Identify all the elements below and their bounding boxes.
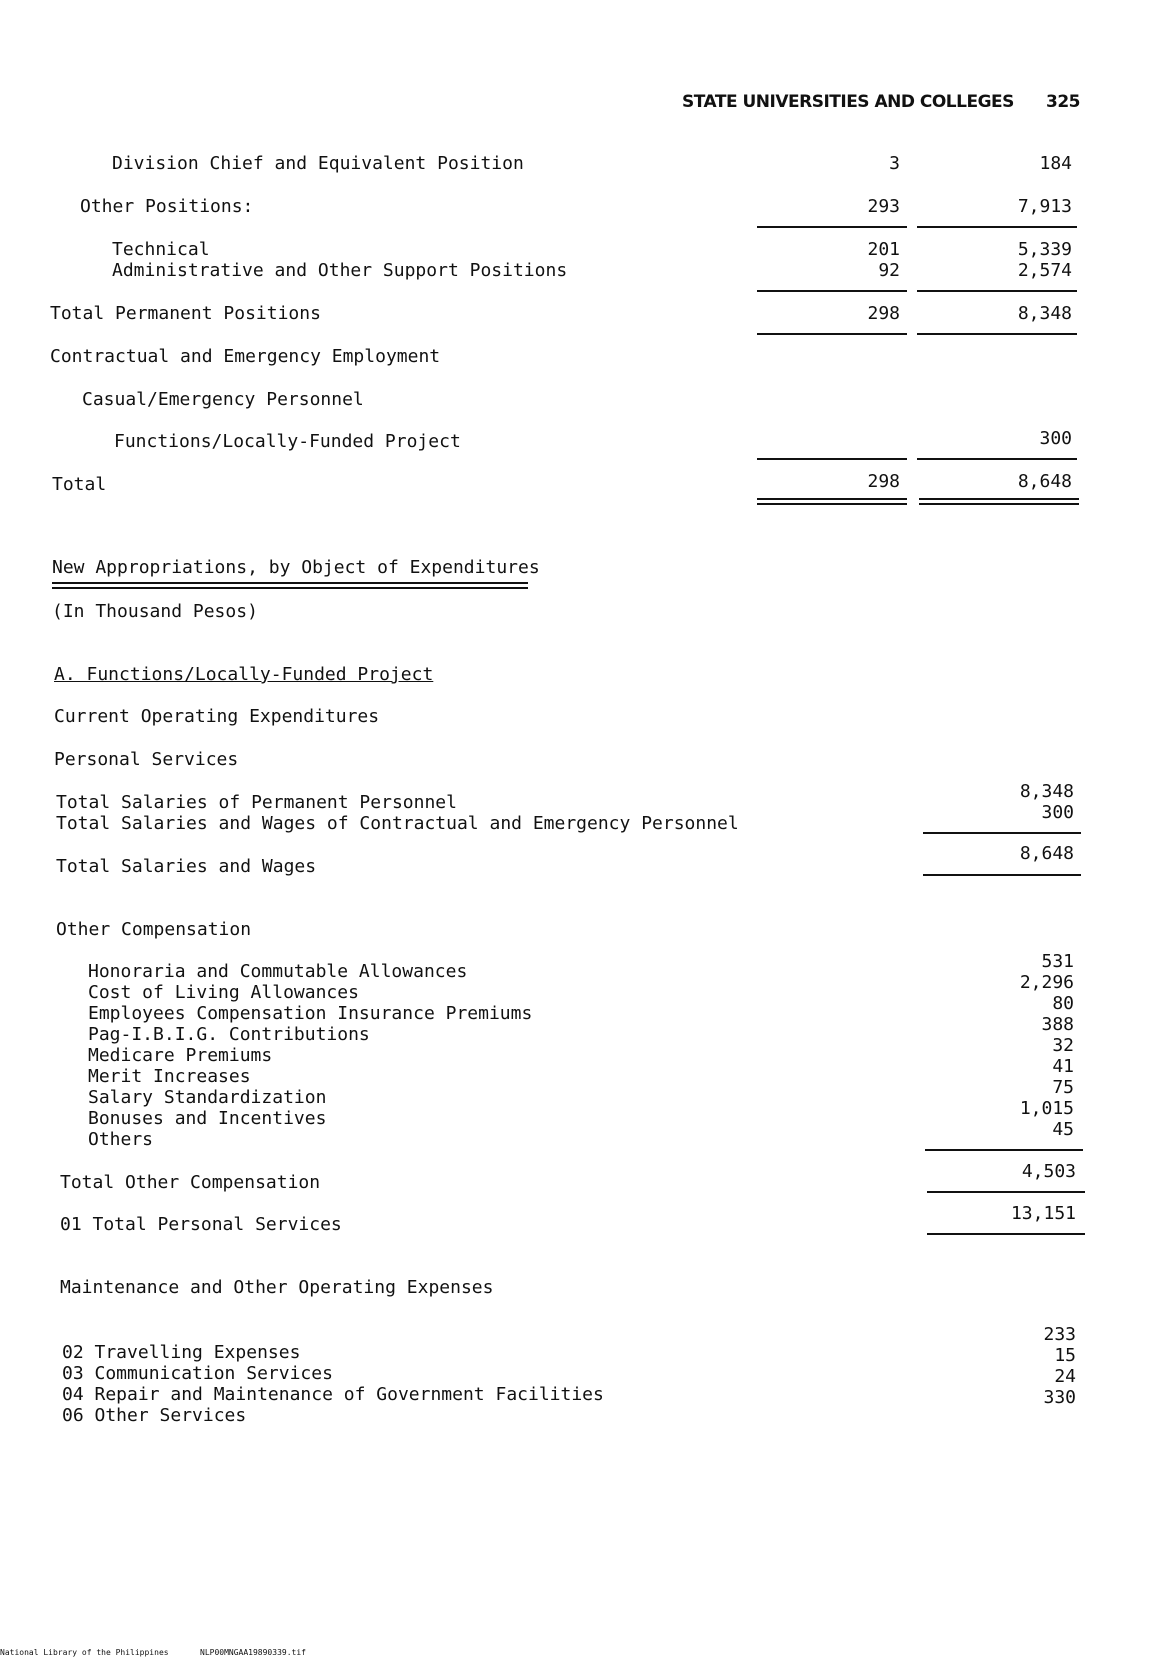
- mooe-amount: 330: [1043, 1387, 1076, 1408]
- other-comp-label: Honoraria and Commutable Allowances: [88, 961, 468, 982]
- current-operating-heading: Current Operating Expenditures: [54, 706, 380, 727]
- personal-services-heading: Personal Services: [54, 749, 239, 770]
- amount-functions-project: 300: [1039, 428, 1072, 449]
- row-label-admin-support: Administrative and Other Support Positions: [112, 260, 568, 281]
- page-header-title: STATE UNIVERSITIES AND COLLEGES: [682, 92, 1014, 112]
- other-comp-label: Others: [88, 1129, 154, 1150]
- count-other-positions: 293: [867, 196, 900, 217]
- rule: [757, 458, 907, 460]
- other-comp-amount: 75: [1052, 1077, 1074, 1098]
- rule: [927, 1233, 1085, 1235]
- total-personal-services-label: 01 Total Personal Services: [60, 1214, 342, 1235]
- rule: [917, 458, 1077, 460]
- total-personal-services-amount: 13,151: [1010, 1203, 1076, 1224]
- section-a-heading: A. Functions/Locally-Funded Project: [54, 664, 434, 685]
- total-other-comp-label: Total Other Compensation: [60, 1172, 321, 1193]
- mooe-label: 04 Repair and Maintenance of Government Facilities: [62, 1384, 604, 1405]
- amount-total: 8,648: [1017, 471, 1072, 492]
- row-label-total: Total: [52, 474, 107, 495]
- rule: [917, 226, 1077, 228]
- salaries-label: Total Salaries and Wages of Contractual and Emergency Personnel: [56, 813, 739, 834]
- mooe-amount: 233: [1043, 1324, 1076, 1345]
- count-total: 298: [867, 471, 900, 492]
- other-comp-amount: 2,296: [1019, 972, 1074, 993]
- count-technical: 201: [867, 239, 900, 260]
- title-underline: [52, 582, 528, 589]
- mooe-label: 02 Travelling Expenses: [62, 1342, 301, 1363]
- row-label-casual: Casual/Emergency Personnel: [82, 389, 364, 410]
- mooe-label: 06 Other Services: [62, 1405, 247, 1426]
- other-comp-label: Merit Increases: [88, 1066, 251, 1087]
- other-comp-amount: 388: [1041, 1014, 1074, 1035]
- rule: [757, 333, 907, 335]
- other-comp-amount: 45: [1052, 1119, 1074, 1140]
- page-number: 325: [1046, 92, 1080, 112]
- salaries-amount: 8,348: [1019, 781, 1074, 802]
- double-rule: [757, 498, 907, 505]
- other-comp-amount: 531: [1041, 951, 1074, 972]
- other-comp-amount: 1,015: [1019, 1098, 1074, 1119]
- amount-technical: 5,339: [1017, 239, 1072, 260]
- amount-total-permanent: 8,348: [1017, 303, 1072, 324]
- rule: [917, 290, 1077, 292]
- count-admin-support: 92: [878, 260, 900, 281]
- mooe-amount: 15: [1054, 1345, 1076, 1366]
- rule: [757, 226, 907, 228]
- total-other-comp-amount: 4,503: [1021, 1161, 1076, 1182]
- amount-admin-support: 2,574: [1017, 260, 1072, 281]
- unit-note: (In Thousand Pesos): [52, 601, 258, 622]
- footer-library: National Library of the Philippines: [0, 1648, 169, 1657]
- other-compensation-heading: Other Compensation: [56, 919, 252, 940]
- other-comp-amount: 41: [1052, 1056, 1074, 1077]
- total-salaries-label: Total Salaries and Wages: [56, 856, 317, 877]
- other-comp-label: Cost of Living Allowances: [88, 982, 359, 1003]
- footer-file: NLP00MNGAA19890339.tif: [200, 1648, 306, 1657]
- rule: [927, 1191, 1085, 1193]
- row-label-division-chief: Division Chief and Equivalent Position: [112, 153, 524, 174]
- amount-division-chief: 184: [1039, 153, 1072, 174]
- other-comp-amount: 80: [1052, 993, 1074, 1014]
- total-salaries-amount: 8,648: [1019, 843, 1074, 864]
- mooe-amount: 24: [1054, 1366, 1076, 1387]
- mooe-label: 03 Communication Services: [62, 1363, 333, 1384]
- rule: [917, 333, 1077, 335]
- other-comp-label: Salary Standardization: [88, 1087, 327, 1108]
- amount-other-positions: 7,913: [1017, 196, 1072, 217]
- salaries-amount: 300: [1041, 802, 1074, 823]
- rule: [923, 874, 1081, 876]
- other-comp-label: Medicare Premiums: [88, 1045, 273, 1066]
- row-label-total-permanent: Total Permanent Positions: [50, 303, 321, 324]
- double-rule: [919, 498, 1079, 505]
- mooe-heading: Maintenance and Other Operating Expenses: [60, 1277, 494, 1298]
- row-label-technical: Technical: [112, 239, 210, 260]
- salaries-label: Total Salaries of Permanent Personnel: [56, 792, 457, 813]
- count-division-chief: 3: [889, 153, 900, 174]
- row-label-other-positions: Other Positions:: [80, 196, 254, 217]
- appropriations-title: New Appropriations, by Object of Expenditures: [52, 557, 540, 578]
- count-total-permanent: 298: [867, 303, 900, 324]
- other-comp-amount: 32: [1052, 1035, 1074, 1056]
- row-label-contractual: Contractual and Emergency Employment: [50, 346, 441, 367]
- rule: [757, 290, 907, 292]
- rule: [925, 1149, 1083, 1151]
- other-comp-label: Bonuses and Incentives: [88, 1108, 327, 1129]
- rule: [923, 832, 1081, 834]
- other-comp-label: Pag-I.B.I.G. Contributions: [88, 1024, 370, 1045]
- row-label-functions-project: Functions/Locally-Funded Project: [114, 431, 461, 452]
- other-comp-label: Employees Compensation Insurance Premiums: [88, 1003, 533, 1024]
